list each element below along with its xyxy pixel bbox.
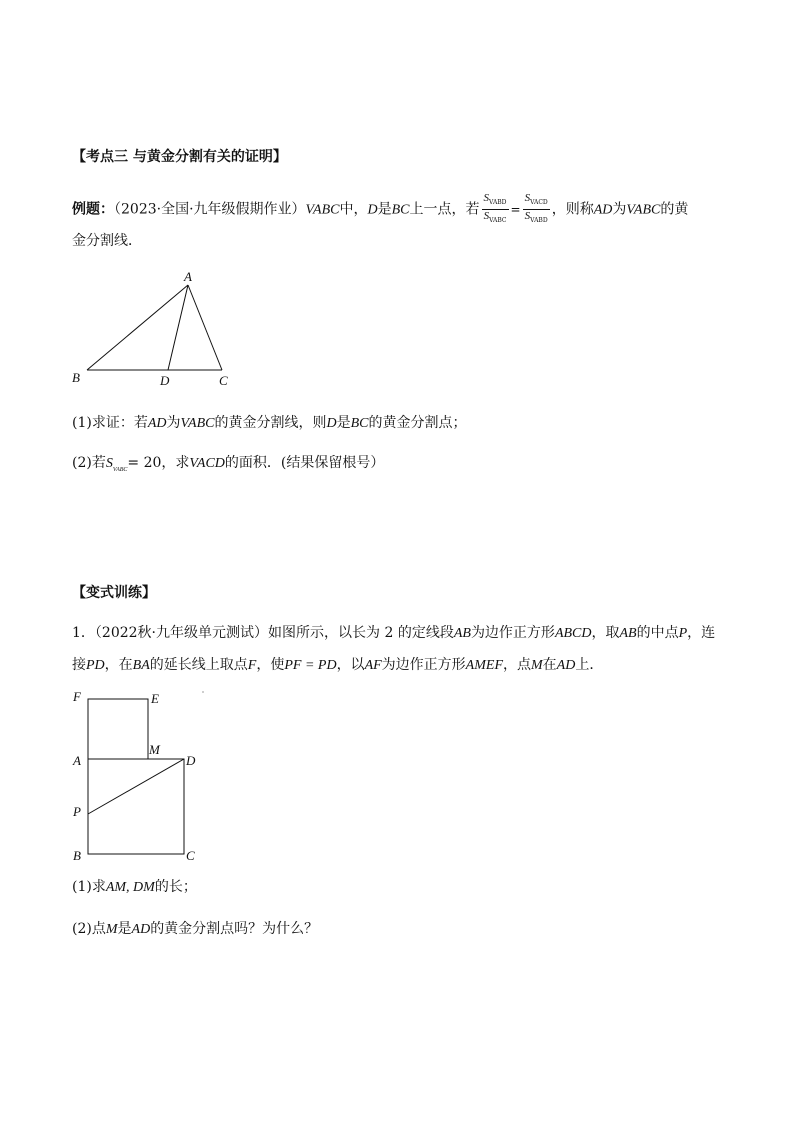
square-abcd-shape xyxy=(88,759,184,854)
text: 的黄金分割线，则 xyxy=(214,415,327,431)
text: 为边作正方形 xyxy=(470,625,555,641)
edge-ac xyxy=(188,285,222,370)
triangle-figure xyxy=(60,268,250,390)
stray-dot xyxy=(202,691,203,692)
segments-am-dm: AM, DM xyxy=(105,880,155,895)
sub: VABC xyxy=(489,217,507,225)
text: 上一点，若 xyxy=(409,201,480,218)
triangle-acd: VACD xyxy=(189,456,225,471)
triangle-abc: VABC xyxy=(180,416,215,431)
s: S xyxy=(524,210,531,223)
text: 是 xyxy=(377,201,392,218)
text: (1)求证：若 xyxy=(72,415,148,431)
s: S xyxy=(483,210,490,223)
example-label: 例题： xyxy=(72,201,114,218)
area-abc xyxy=(106,456,128,471)
edge-ab xyxy=(87,285,188,370)
point-p: P xyxy=(678,626,688,641)
segment-bc: BC xyxy=(350,416,369,431)
segment-ad: AD xyxy=(131,922,151,937)
point-m: M xyxy=(531,658,543,673)
segment-ad: AD xyxy=(556,658,576,673)
equals-20: = 20 xyxy=(127,455,162,471)
question-1 xyxy=(72,414,467,433)
text: 为 xyxy=(612,201,627,218)
segment-pd-line xyxy=(88,759,184,814)
problem-1-line-1 xyxy=(72,624,715,643)
fraction-abd-abc xyxy=(482,192,509,227)
triangle-abc: VABC xyxy=(305,202,340,218)
sub: VACD xyxy=(530,199,548,207)
s: S xyxy=(105,456,113,471)
text: ，点 xyxy=(503,657,531,673)
problem-source: （2022秋·九年级单元测试） xyxy=(94,625,269,641)
sub: VABD xyxy=(530,217,548,225)
equals: = xyxy=(510,202,521,217)
example-line-1 xyxy=(72,192,688,227)
sub: VABC xyxy=(112,466,128,473)
example-line-2: 金分割线． xyxy=(72,233,142,249)
point-f: F xyxy=(247,658,257,673)
square-amef: AMEF xyxy=(465,658,503,673)
fraction-acd-abd xyxy=(523,192,550,227)
text: (2)若 xyxy=(72,455,106,471)
segment-ab: AB xyxy=(453,626,471,641)
s: S xyxy=(483,192,490,204)
text: 是 xyxy=(336,415,351,431)
segment-bc: BC xyxy=(391,202,410,218)
square-amef-shape xyxy=(88,699,148,759)
label-c: C xyxy=(219,373,228,388)
edge-ad xyxy=(168,285,188,370)
pf-eq-pd: PF = PD xyxy=(284,658,337,673)
label-e: E xyxy=(151,691,159,706)
text: 是 xyxy=(117,921,132,937)
segment-ad: AD xyxy=(593,202,613,218)
text: 的延长线上取点 xyxy=(149,657,248,673)
text: ，求 xyxy=(161,455,190,471)
label-p: P xyxy=(73,804,81,819)
text: (2)点 xyxy=(72,921,106,937)
text: 的黄金分割点； xyxy=(368,415,467,431)
section-heading: 【考点三 与黄金分割有关的证明】 xyxy=(72,149,287,165)
variant-heading: 【变式训练】 xyxy=(72,585,156,601)
text: ，在 xyxy=(104,657,133,673)
text: 的黄金分割点吗？为什么？ xyxy=(150,921,319,937)
text: 为边作正方形 xyxy=(381,657,466,673)
label-b: B xyxy=(72,370,80,385)
example-source: （2023·全国·九年级假期作业） xyxy=(114,201,306,218)
segment-pd: PD xyxy=(86,658,105,673)
point-m: M xyxy=(105,922,118,937)
text: 上． xyxy=(575,657,604,673)
squares-figure xyxy=(60,682,220,864)
text: 的长； xyxy=(154,879,197,895)
text: 中， xyxy=(339,201,368,218)
text: ，以 xyxy=(336,657,365,673)
problem-number: 1． xyxy=(72,625,95,641)
text: 接 xyxy=(72,657,86,673)
problem-1-line-2 xyxy=(72,656,603,675)
text: 如图所示，以长为 2 的定线段 xyxy=(268,625,454,641)
s: S xyxy=(524,192,531,204)
sub: VABD xyxy=(489,199,507,207)
label-d: D xyxy=(186,753,196,768)
text: 为 xyxy=(166,415,181,431)
label-b: B xyxy=(73,848,81,863)
point-d: D xyxy=(326,416,337,431)
segment-ad: AD xyxy=(147,416,167,431)
text: ，取 xyxy=(591,625,620,641)
text: 的黄 xyxy=(660,201,689,218)
text: ，使 xyxy=(256,657,285,673)
text: ，连 xyxy=(687,625,716,641)
point-d: D xyxy=(367,202,378,218)
question-2 xyxy=(72,454,384,479)
label-c: C xyxy=(186,848,195,863)
segment-ba: BA xyxy=(132,658,150,673)
text: ，则称 xyxy=(551,201,594,218)
problem-1-question-2 xyxy=(72,920,318,939)
square-abcd: ABCD xyxy=(554,626,592,641)
text: 的面积．(结果保留根号） xyxy=(224,455,385,471)
text: 在 xyxy=(542,657,557,673)
problem-1-question-1 xyxy=(72,878,197,897)
segment-ab: AB xyxy=(619,626,637,641)
segment-af: AF xyxy=(364,658,382,673)
text: (1)求 xyxy=(72,879,106,895)
label-a: A xyxy=(184,269,192,284)
text: 的中点 xyxy=(636,625,679,641)
triangle-abc: VABC xyxy=(626,202,661,218)
label-m: M xyxy=(149,742,160,757)
label-d: D xyxy=(160,373,170,388)
label-a: A xyxy=(73,753,81,768)
label-f: F xyxy=(73,689,81,704)
